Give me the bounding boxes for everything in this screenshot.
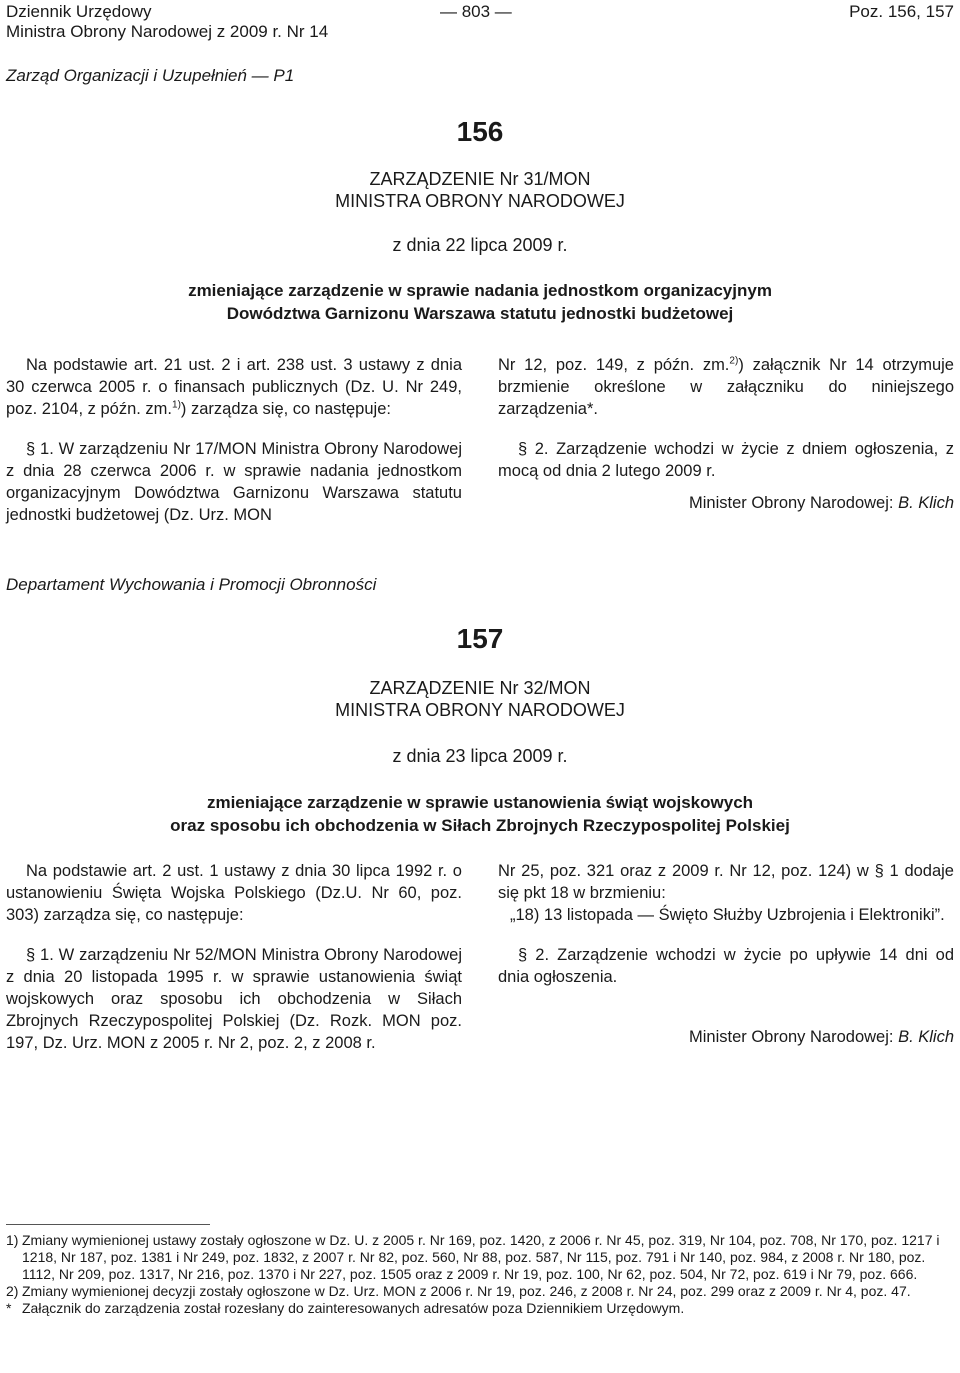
signature-157: Minister Obrony Narodowej: B. Klich bbox=[688, 1028, 954, 1046]
left-column-157 bbox=[6, 860, 462, 1054]
item-number-156: 156 bbox=[456, 116, 504, 147]
subject-line-1-157: zmieniające zarządzenie w sprawie ustanowienia świąt wojskowych bbox=[206, 793, 754, 812]
footnote-separator bbox=[6, 1224, 210, 1225]
footnotes bbox=[6, 1232, 954, 1317]
paragraph-1-156: § 1. W zarządzeniu Nr 17/MON Ministra Obrony Narodowej z dnia 28 czerwca 2006 r. w sprawie nadania jednostkom organizacyjnym Dowództwa Garnizonu Warszawa statutu jednostki budżetowej (Dz. Urz. MON bbox=[6, 440, 462, 524]
page-number: — 803 — bbox=[440, 2, 512, 21]
paragraph-1-157: § 1. W zarządzeniu Nr 52/MON Ministra Obrony Narodowej z dnia 20 listopada 1995 r. w sprawie ustanowienia świąt wojskowych oraz sposobu ich obchodzenia w Siłach Zbrojnych Rzeczypospolitej Polskiej (Dz. Rozk. MON poz. 197, Dz. Urz. MON z 2005 r. Nr 2, poz. 2, z 2008 r. bbox=[6, 946, 462, 1052]
preamble-156: Na podstawie art. 21 ust. 2 i art. 238 ust. 3 ustawy z dnia 30 czerwca 2005 r. o finansach publicznych (Dz. U. Nr 249, poz. 2104, z późn. zm.$^{1)}$) zarządza się, co następuje: bbox=[6, 356, 462, 418]
department-157: Departament Wychowania i Promocji Obronności bbox=[6, 575, 377, 594]
subject-line-2-157: oraz sposobu ich obchodzenia w Siłach Zbrojnych Rzeczypospolitej Polskiej bbox=[170, 816, 790, 835]
title-line-2-156: MINISTRA OBRONY NARODOWEJ bbox=[335, 191, 625, 211]
signature-156: Minister Obrony Narodowej: B. Klich bbox=[688, 494, 954, 512]
subject-line-1-156: zmieniające zarządzenie w sprawie nadania jednostkom organizacyjnym bbox=[188, 281, 772, 300]
continuation-156: Nr 12, poz. 149, z późn. zm.$^{2)}$) załącznik Nr 14 otrzymuje brzmienie określone w załączniku do niniejszego zarządzenia*. bbox=[498, 355, 954, 418]
subject-line-2-156: Dowództwa Garnizonu Warszawa statutu jednostki budżetowej bbox=[226, 304, 734, 323]
journal-issuer: Ministra Obrony Narodowej z 2009 r. Nr 14 bbox=[6, 22, 329, 41]
preamble-157: Na podstawie art. 2 ust. 1 ustawy z dnia 30 lipca 1992 r. o ustanowieniu Święta Wojska Polskiego (Dz.U. Nr 60, poz. 303) zarządza się, co następuje: bbox=[6, 862, 462, 924]
footnote-3: * Załącznik do zarządzenia został rozesłany do zainteresowanych adresatów poza Dziennikiem Urzędowym. bbox=[6, 1300, 685, 1316]
quoted-point-157: „18) 13 listopada — Święto Służby Uzbrojenia i Elektroniki”. bbox=[510, 906, 945, 924]
date-157: z dnia 23 lipca 2009 r. bbox=[392, 746, 568, 766]
title-line-1-157: ZARZĄDZENIE Nr 32/MON bbox=[369, 678, 591, 698]
left-column-156 bbox=[6, 354, 462, 526]
right-column-156 bbox=[498, 354, 954, 514]
paragraph-2-156: § 2. Zarządzenie wchodzi w życie z dniem ogłoszenia, z mocą od dnia 2 lutego 2009 r. bbox=[498, 440, 954, 480]
title-line-2-157: MINISTRA OBRONY NARODOWEJ bbox=[335, 700, 625, 720]
department-156: Zarząd Organizacji i Uzupełnień — P1 bbox=[6, 66, 295, 85]
date-156: z dnia 22 lipca 2009 r. bbox=[392, 235, 568, 255]
item-number-157: 157 bbox=[456, 623, 504, 654]
continuation-157: Nr 25, poz. 321 oraz z 2009 r. Nr 12, poz. 124) w § 1 dodaje się pkt 18 w brzmieniu: bbox=[498, 862, 954, 902]
footnote-1: 1) Zmiany wymienionej ustawy zostały ogłoszone w Dz. U. z 2005 r. Nr 169, poz. 1420, z 2006 r. Nr 45, poz. 319, Nr 104, poz. 708, Nr 170, poz. 1217 i 1218, Nr 187, poz. 1381 i Nr 249, poz. 1832, z 2007 r. Nr 82, poz. 560, Nr 88, poz. 587, Nr 115, poz. 791 i Nr 140, poz. 984, z 2008 r. Nr 180, poz. 1112, Nr 209, poz. 1317, Nr 216, poz. 1370 i Nr 227, poz. 1505 oraz z 2009 r. Nr 19, poz. 100, Nr 62, poz. 504, Nr 72, poz. 619 i Nr 79, poz. 666. bbox=[6, 1232, 940, 1282]
footnote-2: 2) Zmiany wymienionej decyzji zostały ogłoszone w Dz. Urz. MON z 2006 r. Nr 19, poz. 246, z 2008 r. Nr 24, poz. 299 oraz z 2009 r. Nr 4, poz. 47. bbox=[6, 1283, 911, 1299]
journal-title: Dziennik Urzędowy bbox=[6, 2, 152, 21]
positions: Poz. 156, 157 bbox=[849, 2, 954, 21]
paragraph-2-157: § 2. Zarządzenie wchodzi w życie po upływie 14 dni od dnia ogłoszenia. bbox=[498, 946, 954, 986]
right-column-157 bbox=[498, 860, 954, 1048]
title-line-1-156: ZARZĄDZENIE Nr 31/MON bbox=[369, 169, 591, 189]
